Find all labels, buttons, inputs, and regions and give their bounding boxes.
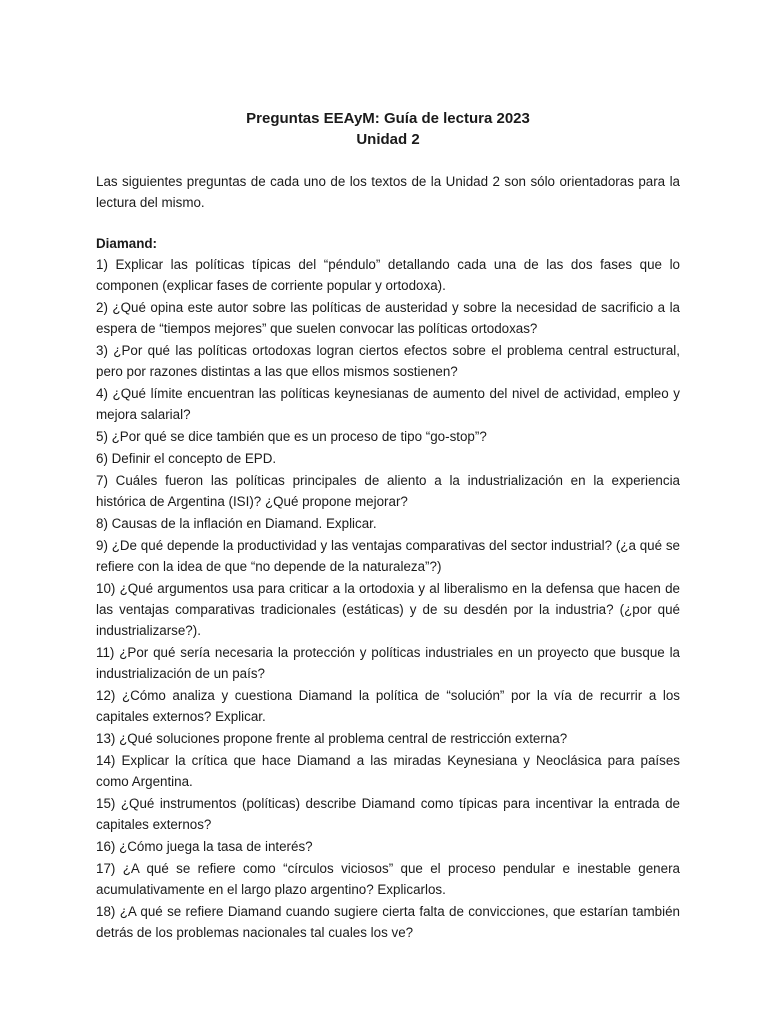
question-item: 13) ¿Qué soluciones propone frente al problema central de restricción externa? xyxy=(96,731,568,746)
section-title: Diamand: xyxy=(96,236,158,251)
question-item: 16) ¿Cómo juega la tasa de interés? xyxy=(96,839,313,854)
document-title xyxy=(96,108,680,150)
question-item: 18) ¿A qué se refiere Diamand cuando sugiere cierta falta de convicciones, que estarían también detrás de los problemas nacionales tal cuales los ve? xyxy=(96,904,680,940)
question-item: 1) Explicar las políticas típicas del “péndulo” detallando cada una de las dos fases que lo componen (explicar fases de corriente popular y ortodoxa). xyxy=(96,257,680,293)
title-line-1: Preguntas EEAyM: Guía de lectura 2023 xyxy=(246,110,530,127)
title-line-2: Unidad 2 xyxy=(356,131,420,148)
question-item: 5) ¿Por qué se dice también que es un proceso de tipo “go-stop”? xyxy=(96,429,487,444)
question-item: 7) Cuáles fueron las políticas principales de aliento a la industrialización en la experiencia histórica de Argentina (ISI)? ¿Qué propone mejorar? xyxy=(96,473,680,509)
question-item: 12) ¿Cómo analiza y cuestiona Diamand la política de “solución” por la vía de recurrir a los capitales externos? Explicar. xyxy=(96,688,680,724)
intro-paragraph: Las siguientes preguntas de cada uno de los textos de la Unidad 2 son sólo orientadoras para la lectura del mismo. xyxy=(96,174,680,210)
question-item: 8) Causas de la inflación en Diamand. Explicar. xyxy=(96,516,377,531)
question-item: 4) ¿Qué límite encuentran las políticas keynesianas de aumento del nivel de actividad, empleo y mejora salarial? xyxy=(96,386,680,422)
question-item: 15) ¿Qué instrumentos (políticas) describe Diamand como típicas para incentivar la entrada de capitales externos? xyxy=(96,796,680,832)
question-item: 9) ¿De qué depende la productividad y las ventajas comparativas del sector industrial? (¿a qué se refiere con la idea de que “no depende de la naturaleza”?) xyxy=(96,538,680,574)
question-item: 14) Explicar la crítica que hace Diamand a las miradas Keynesiana y Neoclásica para países como Argentina. xyxy=(96,753,680,789)
question-item: 11) ¿Por qué sería necesaria la protección y políticas industriales en un proyecto que busque la industrialización de un país? xyxy=(96,645,680,681)
question-item: 10) ¿Qué argumentos usa para criticar a la ortodoxia y al liberalismo en la defensa que hacen de las ventajas comparativas tradicionales (estáticas) y de su desdén por la industria? (¿por qué industrializarse?). xyxy=(96,581,680,638)
question-item: 2) ¿Qué opina este autor sobre las políticas de austeridad y sobre la necesidad de sacrificio a la espera de “tiempos mejores” que suelen convocar las políticas ortodoxas? xyxy=(96,300,680,336)
question-item: 6) Definir el concepto de EPD. xyxy=(96,451,277,466)
question-item: 3) ¿Por qué las políticas ortodoxas logran ciertos efectos sobre el problema central estructural, pero por razones distintas a las que ellos mismos sostienen? xyxy=(96,343,680,379)
question-list xyxy=(96,254,680,943)
question-item: 17) ¿A qué se refiere como “círculos viciosos” que el proceso pendular e inestable genera acumulativamente en el largo plazo argentino? Explicarlos. xyxy=(96,861,680,897)
document-page xyxy=(96,108,680,944)
